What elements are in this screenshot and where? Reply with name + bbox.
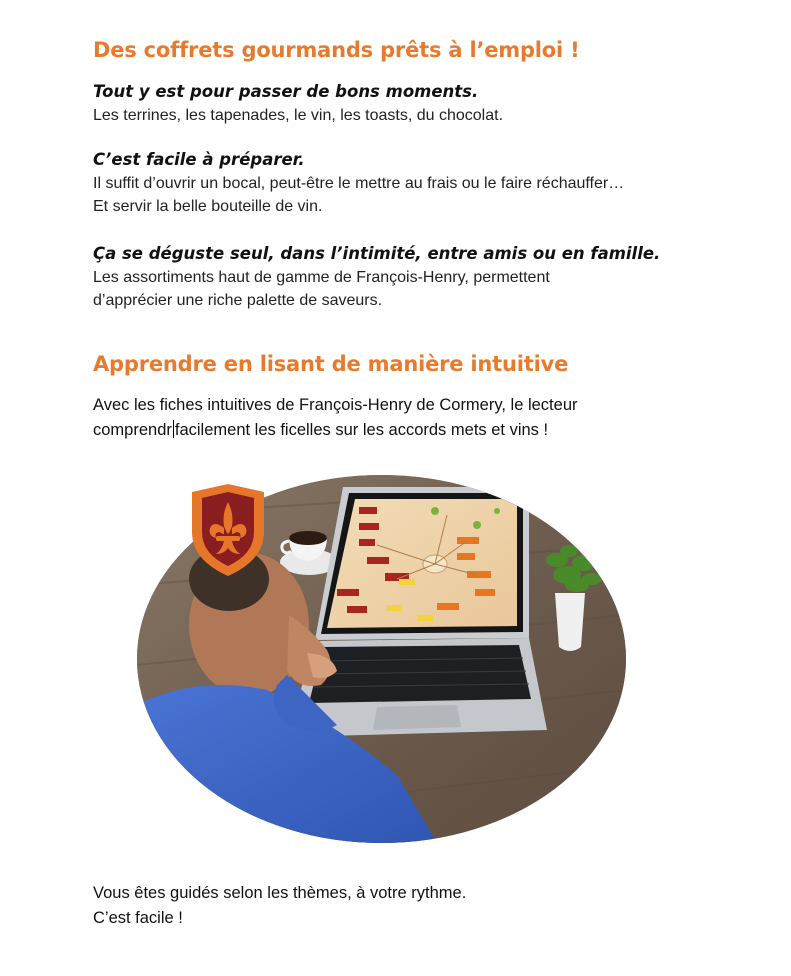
text-before-caret: comprendr [93,421,172,439]
footer-line: Vous êtes guidés selon les thèmes, à votre rythme. [93,884,467,902]
text-caret [173,420,174,438]
fleur-de-lis-shield-icon [188,484,268,576]
subheading-deguste: Ça se déguste seul, dans l’intimité, entre amis ou en famille. [93,244,661,263]
paragraph-line: Et servir la belle bouteille de vin. [93,198,323,215]
paragraph-line: Avec les fiches intuitives de François-Henry de Cormery, le lecteur [93,396,578,414]
paragraph-line: Les terrines, les tapenades, le vin, les toasts, du chocolat. [93,107,504,124]
paragraph-line: Il suffit d’ouvrir un bocal, peut-être le mettre au frais ou le faire réchauffer… [93,175,625,192]
section-title-coffrets: Des coffrets gourmands prêts à l’emploi ! [93,38,580,62]
text-after-caret: facilement les ficelles sur les accords mets et vins ! [174,421,549,439]
footer-line: C’est facile ! [93,909,183,927]
paragraph-line: Les assortiments haut de gamme de François-Henry, permettent [93,269,550,286]
paragraph-line-with-caret[interactable] [93,418,548,443]
section-title-apprendre: Apprendre en lisant de manière intuitive [93,352,569,376]
paragraph-line: d’apprécier une riche palette de saveurs. [93,292,383,309]
subheading-facile: C’est facile à préparer. [93,150,305,169]
subheading-bons-moments: Tout y est pour passer de bons moments. [93,82,479,101]
